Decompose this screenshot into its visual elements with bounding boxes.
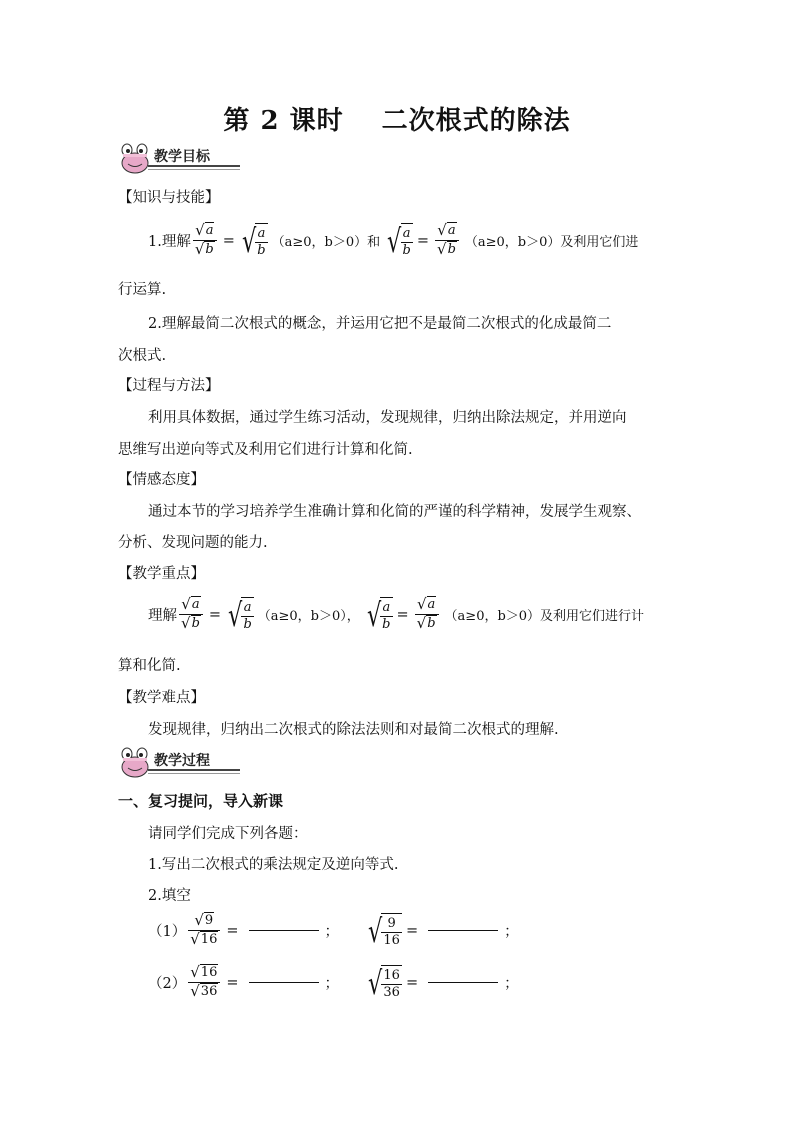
fill1-sqrt-right: √ $\frac{9}{16}$ — [368, 911, 400, 950]
knowledge-item1-cont: 行运算. — [118, 282, 167, 298]
item1-condition-2: （a≥0，b＞0）及利用它们进 — [464, 235, 639, 250]
key-prefix: 理解 — [148, 608, 177, 624]
key-sqrt-of-a-over-b: √ $\frac{a}{b}$ — [228, 595, 252, 634]
process-banner-text: 教学过程 — [154, 753, 210, 769]
process-method-line1: 利用具体数据，通过学生练习活动，发现规律，归纳出除法规定，并用逆向 — [148, 410, 627, 426]
key-sqrt-of-a-over-b-2: √ $\frac{a}{b}$ — [366, 595, 391, 634]
item1-condition-1: （a≥0，b＞0）和 — [271, 235, 381, 250]
process-method-heading: 【过程与方法】 — [118, 378, 220, 394]
lesson-number: 第 2 课时 — [223, 106, 344, 136]
cartoon-frog-icon — [118, 142, 152, 174]
lesson-intro: 请同学们完成下列各题： — [148, 826, 308, 842]
banner-underline-thin-2 — [148, 773, 240, 774]
objectives-banner — [118, 142, 240, 174]
lesson-question-2: 2.填空 — [148, 888, 191, 904]
knowledge-item2: 2.理解最简二次根式的概念，并运用它把不是最简二次根式的化成最简二 — [148, 316, 612, 332]
knowledge-item1: 1.理解 √ a √ b = √ $\frac{a}{b}$ （a≥0，b＞0）和 √ $\frac{a}{b}$ = √ a √ b （a≥0，b＞0）及利用它们进 — [148, 221, 639, 260]
key-points-line1: 理解 √ a √ b = √ $\frac{a}{b}$ （a≥0，b＞0）， √ $\frac{a}{b}$ = √ a √ b （a≥0，b＞0）及利用它们进行计 — [148, 595, 645, 634]
difficulties-heading: 【教学难点】 — [118, 690, 205, 706]
fill2-fraction-left: √ 16 √ 36 — [188, 964, 220, 1001]
item1-prefix: 1.理解 — [148, 234, 191, 250]
page-title — [0, 100, 794, 137]
key-fraction-sqrt-a-over-sqrt-b-2: √ a √ b — [415, 596, 439, 633]
objectives-banner-text: 教学目标 — [154, 149, 210, 165]
section-review-heading: 一、复习提问，导入新课 — [118, 792, 284, 810]
key-points-cont: 算和化简. — [118, 658, 181, 674]
key-condition-1: （a≥0，b＞0）， — [257, 609, 360, 624]
sqrt-of-a-over-b-2: √ $\frac{a}{b}$ — [387, 221, 411, 260]
attitude-line1: 通过本节的学习培养学生准确计算和化简的严谨的科学精神，发展学生观察、 — [148, 504, 641, 520]
fraction-sqrt-a-over-sqrt-b-2: √ a √ b — [435, 222, 459, 259]
attitude-line2: 分析、发现问题的能力. — [118, 535, 268, 551]
fill1-fraction-left: √ 9 √ 16 — [188, 912, 220, 949]
fill2-blank-left[interactable] — [249, 982, 319, 983]
fill-row-1: （1） √ 9 √ 16 = ； √ $\frac{9}{16}$ = ； — [148, 911, 519, 950]
fill1-label: （1） — [148, 924, 187, 940]
fill1-blank-left[interactable] — [249, 930, 319, 931]
key-points-heading: 【教学重点】 — [118, 566, 205, 582]
difficulties-line1: 发现规律，归纳出二次根式的除法法则和对最简二次根式的理解. — [148, 722, 559, 738]
fraction-sqrt-a-over-sqrt-b: √ a √ b — [193, 222, 217, 259]
banner-underline-2 — [148, 769, 240, 771]
banner-underline — [148, 165, 240, 167]
knowledge-item2-cont: 次根式. — [118, 348, 167, 364]
process-method-line2: 思维写出逆向等式及利用它们进行计算和化简. — [118, 442, 413, 458]
fill2-sqrt-right: √ $\frac{16}{36}$ — [368, 963, 400, 1002]
fill1-blank-right[interactable] — [428, 930, 498, 931]
key-fraction-sqrt-a-over-sqrt-b: √ a √ b — [179, 596, 203, 633]
fill-row-2: （2） √ 16 √ 36 = ； √ $\frac{16}{36}$ = ； — [148, 963, 519, 1002]
key-condition-2: （a≥0，b＞0）及利用它们进行计 — [444, 609, 645, 624]
process-banner — [118, 746, 240, 778]
attitude-heading: 【情感态度】 — [118, 472, 205, 488]
lesson-topic: 二次根式的除法 — [381, 106, 571, 136]
fill2-label: （2） — [148, 976, 187, 992]
fill2-blank-right[interactable] — [428, 982, 498, 983]
knowledge-heading: 【知识与技能】 — [118, 190, 220, 206]
sqrt-of-a-over-b: √ $\frac{a}{b}$ — [241, 221, 266, 260]
lesson-question-1: 1.写出二次根式的乘法规定及逆向等式. — [148, 857, 399, 873]
banner-underline-thin — [148, 169, 240, 170]
cartoon-frog-icon-2 — [118, 746, 152, 778]
